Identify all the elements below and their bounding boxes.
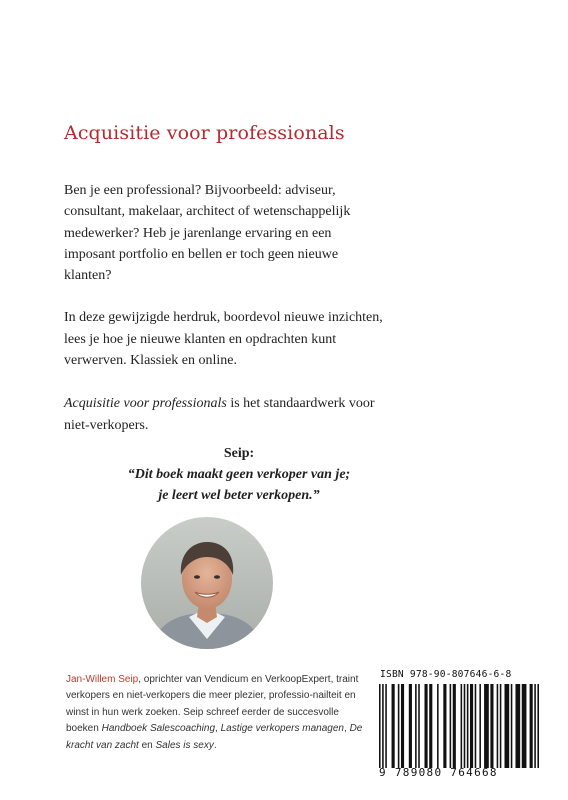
barcode-bar xyxy=(537,684,539,768)
barcode-bar xyxy=(409,684,412,768)
barcode-bar xyxy=(534,684,536,768)
book-title-1: Handboek Salescoaching xyxy=(101,723,216,735)
bio-end: . xyxy=(213,739,217,751)
blurb-paragraph-1: Ben je een professional? Bijvoorbeeld: adviseur, consultant, makelaar, architect of wetenschappelijk medewerker? Heb je jarenlange ervaring en een imposant portfolio en bellen er toch geen nieuwe klanten? xyxy=(64,183,351,284)
barcode-bar xyxy=(530,684,533,768)
barcode-bar xyxy=(464,684,466,768)
author-portrait xyxy=(141,517,273,649)
barcode-bar xyxy=(461,684,463,768)
barcode-bar xyxy=(497,684,499,768)
barcode-bar xyxy=(470,684,473,768)
barcode-bar xyxy=(500,684,502,768)
barcode xyxy=(379,684,539,768)
bio-separator: , xyxy=(215,723,221,735)
barcode-bar xyxy=(453,684,456,768)
bio-separator: en xyxy=(138,739,156,751)
bio-separator: , xyxy=(344,723,350,735)
barcode-bar xyxy=(515,684,520,768)
quote-line-1: “Dit boek maakt geen verkoper van je; xyxy=(127,467,351,482)
barcode-bar xyxy=(484,684,489,768)
barcode-bar xyxy=(511,684,513,768)
endorsement-quote xyxy=(64,443,414,506)
barcode-bar xyxy=(401,684,404,768)
barcode-bar xyxy=(479,684,481,768)
barcode-bar xyxy=(467,684,469,768)
barcode-bar xyxy=(398,684,400,768)
book-title-4: Sales is sexy xyxy=(155,739,214,751)
barcode-digits: 9 789080 764668 xyxy=(379,766,498,779)
barcode-bar xyxy=(490,684,493,768)
barcode-bar xyxy=(504,684,509,768)
barcode-bar xyxy=(382,684,384,768)
barcode-bar xyxy=(415,684,417,768)
isbn-label: ISBN 978-90-807646-6-8 xyxy=(380,669,512,680)
barcode-bar xyxy=(437,684,439,768)
quote-line-2: je leert wel beter verkopen.” xyxy=(158,488,320,503)
book-title: Acquisitie voor professionals xyxy=(64,122,345,144)
barcode-bar xyxy=(392,684,395,768)
barcode-bar xyxy=(379,684,381,768)
author-name: Jan-Willem Seip xyxy=(66,674,139,685)
barcode-bar xyxy=(443,684,446,768)
book-title-3: De kracht van zacht xyxy=(66,723,363,751)
blurb-paragraph-3 xyxy=(64,393,384,436)
barcode-bar xyxy=(450,684,452,768)
barcode-bar xyxy=(475,684,477,768)
barcode-bar xyxy=(385,684,387,768)
barcode-bar xyxy=(522,684,527,768)
blurb-paragraph-3-text: is het standaardwerk voor niet-verkopers. xyxy=(64,396,375,433)
blurb xyxy=(64,180,384,457)
author-bio xyxy=(66,672,366,754)
barcode-bar xyxy=(429,684,432,768)
author-photo-icon xyxy=(141,517,273,649)
book-title-2: Lastige verkopers managen xyxy=(220,723,344,735)
barcode-bar xyxy=(424,684,427,768)
blurb-paragraph-2: In deze gewijzigde herdruk, boordevol nieuwe inzichten, lees je hoe je nieuwe klanten en opdrachten kunt verwerven. Klassiek en online. xyxy=(64,310,383,369)
quote-author: Seip: xyxy=(223,446,255,461)
bio-text: , oprichter van Vendicum en VerkoopExpert, traint verkopers en niet-verkopers die meer plezier, professio-nailteit en winst in hun werk zoeken. Seip schreef eerder de succesvolle boeken xyxy=(66,674,359,735)
title-reference: Acquisitie voor professionals xyxy=(64,396,227,412)
barcode-bar xyxy=(418,684,420,768)
